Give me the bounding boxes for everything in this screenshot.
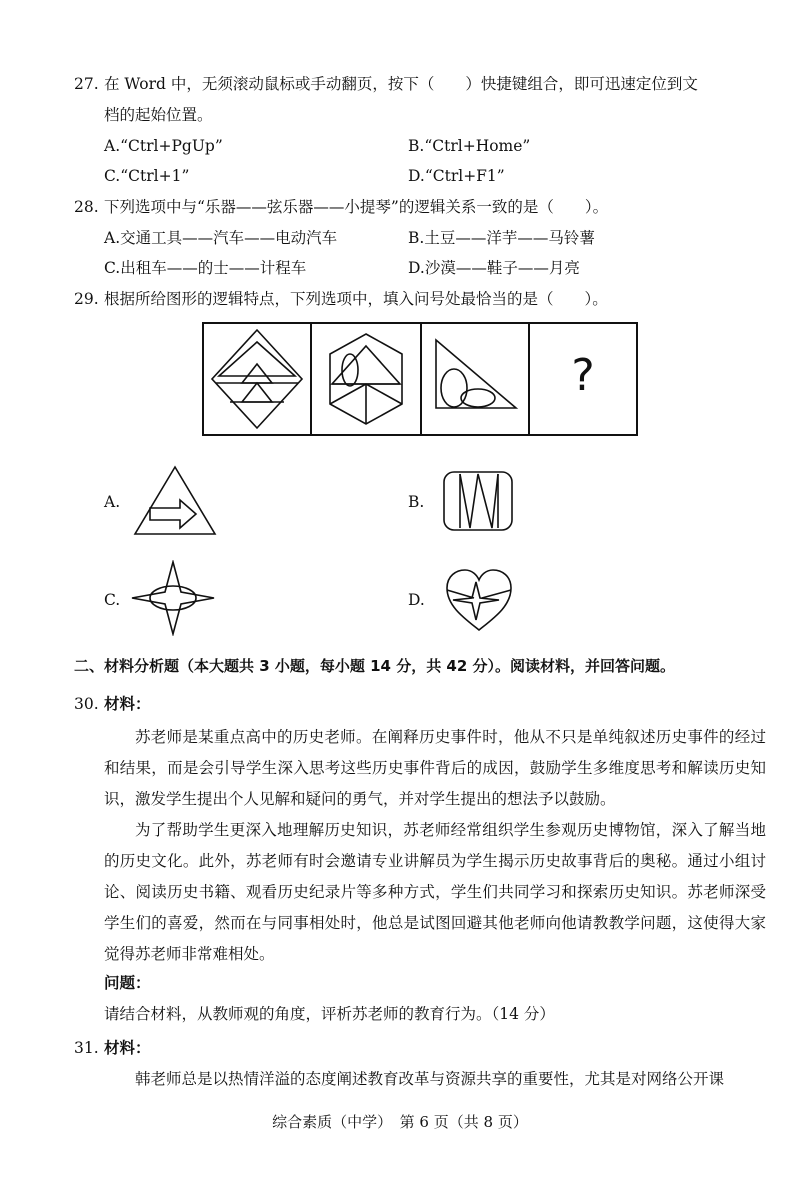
q30-material-paragraph-1: 苏老师是某重点高中的历史老师。在阐释历史事件时，他从不只是单纯叙述历史事件的经过和结果，而是会引导学生深入思考这些历史事件背后的成因，鼓励学生多维度思考和解读历史知识，激发学生提出个人见解和疑问的勇气，并对学生提出的想法予以鼓励。 — [104, 728, 766, 808]
q30-number: 30. — [74, 695, 99, 713]
q27-option-d: D.“Ctrl+F1” — [408, 167, 505, 185]
q29-stem: 根据所给图形的逻辑特点，下列选项中，填入问号处最恰当的是（ ）。 — [104, 290, 608, 308]
right-triangle-figure — [422, 324, 528, 434]
q30-material-label: 材料： — [104, 695, 151, 713]
q28-option-a: A.交通工具——汽车——电动汽车 — [104, 229, 338, 247]
option-a-triangle-arrow-figure — [132, 464, 218, 538]
q27-option-c: C.“Ctrl+1” — [104, 167, 190, 185]
q29-option-c-label: C. — [104, 591, 121, 609]
q30-material-paragraph-2: 为了帮助学生更深入地理解历史知识，苏老师经常组织学生参观历史博物馆，深入了解当地的历史文化。此外，苏老师有时会邀请专业讲解员为学生揭示历史故事背后的奥秘。通过小组讨论、阅读历史书籍、观看历史纪录片等多种方式，学生们共同学习和探索历史知识。苏老师深受学生们的喜爱，然而在与同事相处时，他总是试图回避其他老师向他请教教学问题，这使得大家觉得苏老师非常难相处。 — [104, 821, 766, 963]
q29-number: 29. — [74, 290, 99, 308]
question-mark: ? — [571, 350, 595, 401]
q27-stem-line1: 在 Word 中，无须滚动鼠标或手动翻页，按下（ ）快捷键组合，即可迅速定位到文 — [104, 75, 698, 93]
q28-stem: 下列选项中与“乐器——弦乐器——小提琴”的逻辑关系一致的是（ ）。 — [104, 198, 609, 216]
q30-question-text: 请结合材料，从教师观的角度，评析苏老师的教育行为。（14 分） — [104, 1005, 555, 1023]
section-2-heading: 二、材料分析题（本大题共 3 小题，每小题 14 分，共 42 分）。阅读材料，并回答问题。 — [74, 657, 676, 675]
q27-number: 27. — [74, 75, 99, 93]
q28-option-d: D.沙漠——鞋子——月亮 — [408, 259, 580, 277]
option-b-rounded-rect-figure — [442, 470, 514, 534]
q29-figure-sequence — [202, 322, 638, 436]
q27-option-a: A.“Ctrl+PgUp” — [104, 137, 223, 155]
figure-panel-1 — [202, 322, 312, 436]
hexagon-figure — [312, 324, 420, 434]
figure-panel-3 — [420, 322, 530, 436]
q28-option-b: B.土豆——洋芋——马铃薯 — [408, 229, 595, 247]
q31-material-label: 材料： — [104, 1039, 151, 1057]
figure-panel-2 — [310, 322, 422, 436]
q28-number: 28. — [74, 198, 99, 216]
q27-stem-line2: 档的起始位置。 — [104, 106, 213, 124]
q28-option-c: C.出租车——的士——计程车 — [104, 259, 307, 277]
q27-option-b: B.“Ctrl+Home” — [408, 137, 531, 155]
page-footer: 综合素质（中学） 第 6 页（共 8 页） — [272, 1113, 528, 1131]
q29-option-d-label: D. — [408, 591, 425, 609]
q31-number: 31. — [74, 1039, 99, 1057]
q31-material-paragraph-1: 韩老师总是以热情洋溢的态度阐述教育改革与资源共享的重要性，尤其是对网络公开课 — [135, 1070, 725, 1088]
q30-question-label: 问题： — [104, 974, 151, 992]
figure-panel-unknown — [528, 322, 638, 436]
option-d-heart-star-figure — [444, 568, 514, 634]
option-c-star-ellipse-figure — [130, 560, 216, 636]
q29-option-a-label: A. — [104, 493, 121, 511]
q29-option-b-label: B. — [408, 493, 425, 511]
diamond-triangles-figure — [204, 324, 310, 434]
